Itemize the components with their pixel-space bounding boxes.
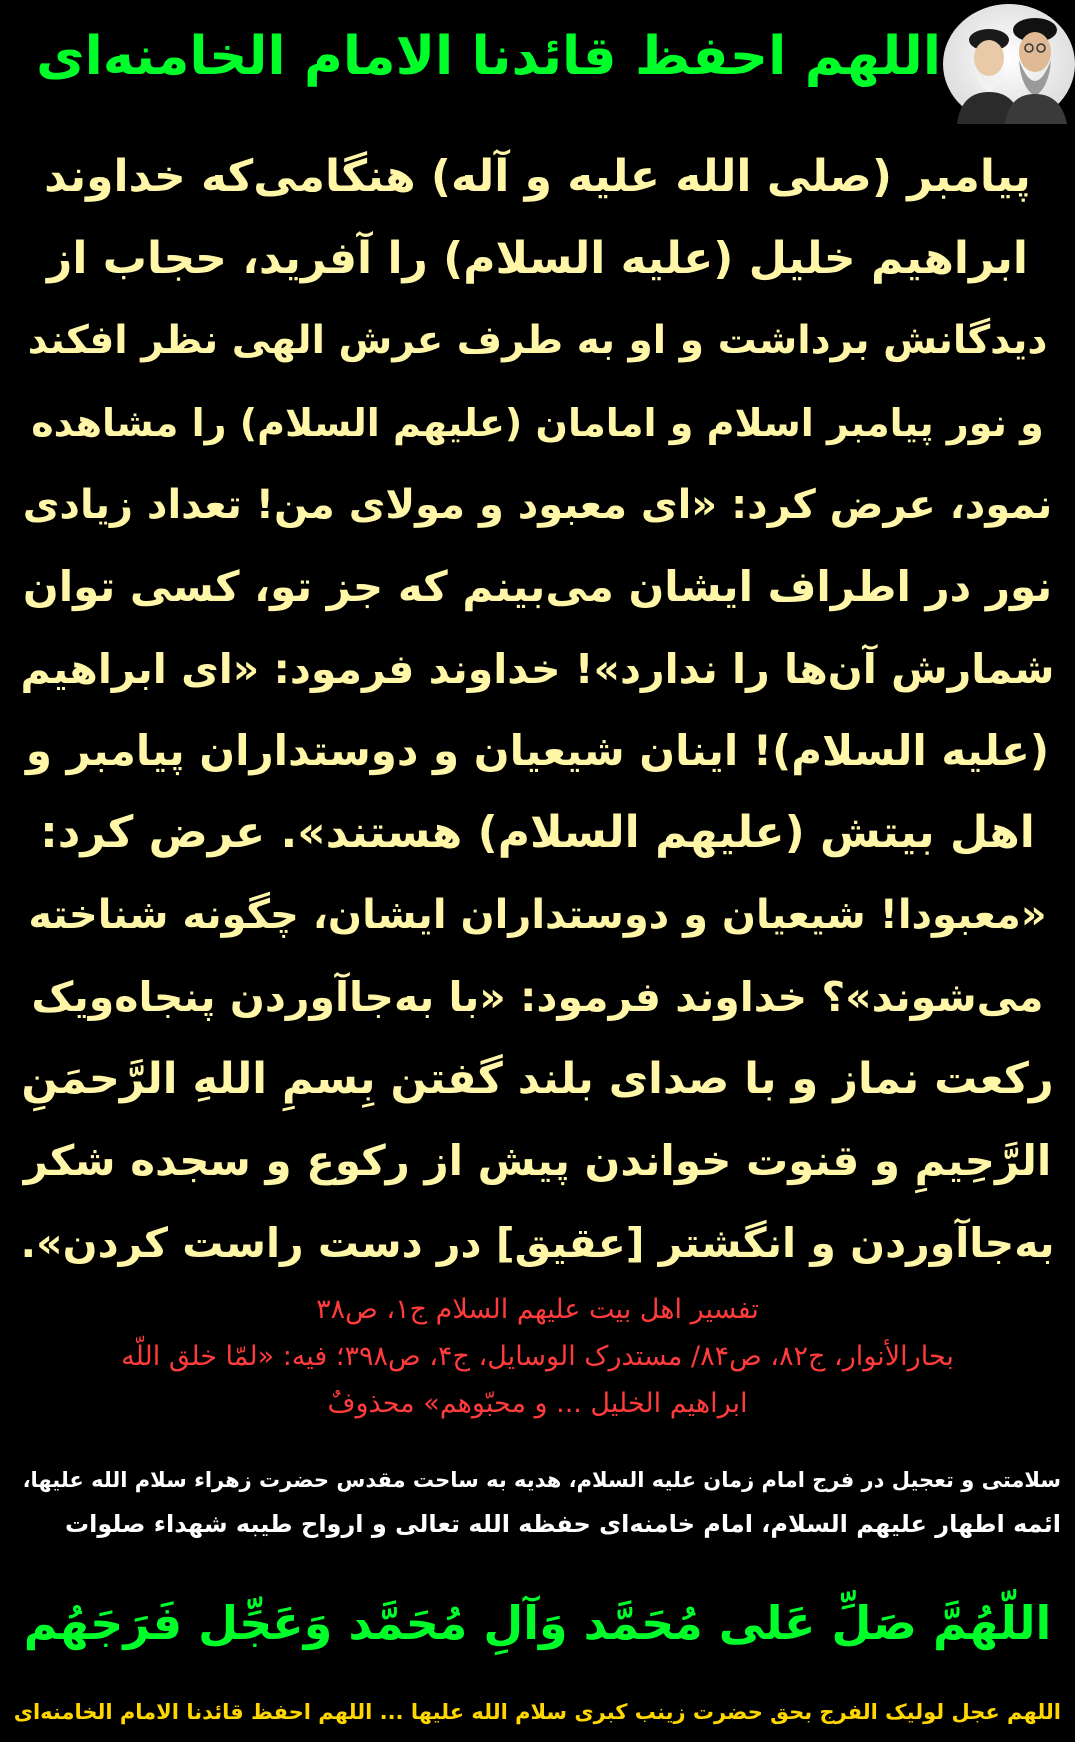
text-line: اهل بیتش (علیهم السلام) هستند». عرض کرد: bbox=[40, 807, 1035, 858]
footer-prayer: اللهم عجل لولیک الفرج بحق حضرت زینب کبری سلام الله علیها ... اللهم احفظ قائدنا الامام الخامنه‌ای bbox=[13, 1700, 1061, 1724]
text-line: (علیه السلام)! اینان شیعیان و دوستداران پیامبر و bbox=[25, 726, 1050, 775]
citation-line: ابراهیم الخلیل ... و محبّوهم» محذوفٌ bbox=[327, 1388, 748, 1419]
text-line: «معبودا! شیعیان و دوستداران ایشان، چگونه شناخته bbox=[28, 892, 1047, 938]
citation-line: بحارالأنوار، ج۸۲، ص۸۴/ مستدرک الوسایل، ج۴، ص۳۹۸؛ فیه: «لمّا خلق اللّه bbox=[121, 1341, 954, 1372]
text-line: شمارش آن‌ها را ندارد»! خداوند فرمود: «ای ابراهیم bbox=[20, 645, 1055, 693]
main-text bbox=[20, 136, 1055, 1284]
source-citations bbox=[20, 1286, 1055, 1427]
text-line: به‌جاآوردن و انگشتر [عقیق] در دست راست کردن». bbox=[20, 1219, 1055, 1267]
text-line: دیدگانش برداشت و او به طرف عرش الهی نظر افکند bbox=[27, 318, 1048, 363]
text-line: ابراهیم خلیل (علیه السلام) را آفرید، حجاب از bbox=[47, 233, 1028, 284]
salawat-text: اللّهُمَّ صَلِّ عَلی مُحَمَّد وَآلِ مُحَمَّد وَعَجِّل فَرَجَهُم bbox=[23, 1596, 1052, 1650]
dedication-line: سلامتی و تعجیل در فرج امام زمان علیه السلام، هدیه به ساحت مقدس حضرت زهراء سلام الله علیها، bbox=[22, 1468, 1061, 1492]
text-line: رکعت نماز و با صدای بلند گفتن بِسمِ اللهِ الرَّحمَنِ bbox=[21, 1054, 1054, 1104]
text-line: نور در اطراف ایشان می‌بینم که جز تو، کسی توان bbox=[22, 562, 1053, 611]
text-line: الرَّحِیمِ و قنوت خواندن پیش از رکوع و سجده شکر bbox=[23, 1136, 1052, 1185]
two-clerics-portrait-icon bbox=[943, 0, 1075, 124]
header bbox=[0, 0, 1075, 128]
text-line: نمود، عرض کرد: «ای معبود و مولای من! تعداد زیادی bbox=[22, 482, 1053, 528]
page-title: اللهم احفظ قائدنا الامام الخامنه‌ای bbox=[36, 26, 941, 87]
text-line: می‌شوند»؟ خداوند فرمود: «با به‌جاآوردن پنجاه‌ویک bbox=[31, 973, 1044, 1021]
text-line: و نور پیامبر اسلام و امامان (علیهم السلام) را مشاهده bbox=[31, 401, 1044, 445]
citation-line: تفسیر اهل بیت علیهم السلام ج۱، ص۳۸ bbox=[316, 1294, 759, 1325]
dedication bbox=[14, 1458, 1061, 1546]
text-line: پیامبر (صلی الله علیه و آله) هنگامی‌که خداوند bbox=[44, 151, 1031, 202]
dedication-line: ائمه اطهار علیهم السلام، امام خامنه‌ای حفظه الله تعالی و ارواح طیبه شهداء صلوات bbox=[65, 1510, 1061, 1538]
